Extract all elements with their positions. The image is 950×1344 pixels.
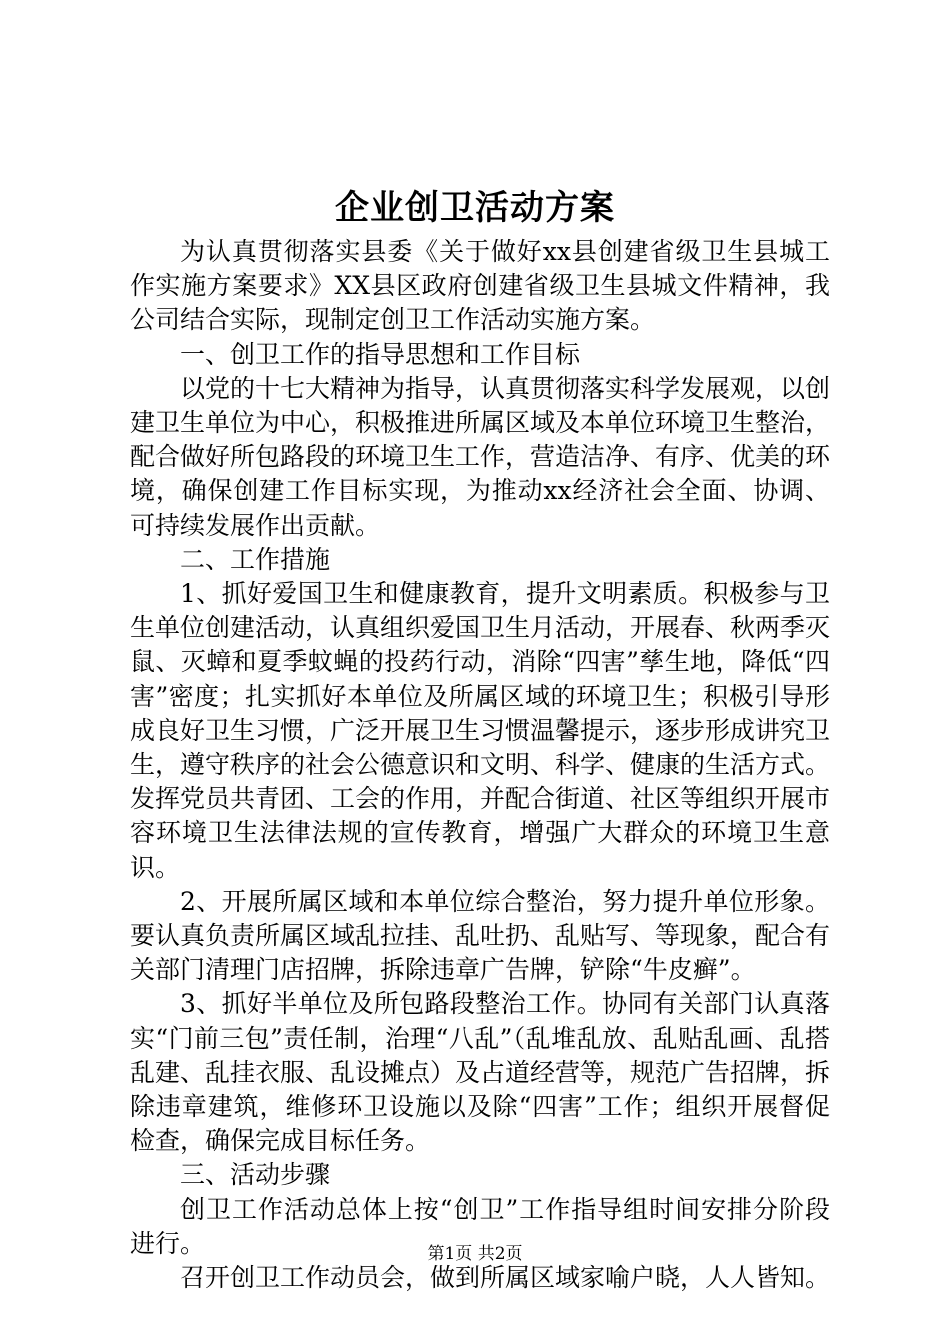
document-body [130,235,830,1295]
paragraph-measure-3: 3、抓好半单位及所包路段整治工作。协同有关部门认真落实“门前三包”责任制，治理“八乱”（乱堆乱放、乱贴乱画、乱搭乱建、乱挂衣服、乱设摊点）及占道经营等，规范广告招牌，拆除违章建筑，维修环卫设施以及除“四害”工作；组织开展督促检查，确保完成目标任务。 [130,989,831,1156]
paragraph-steps-overview: 创卫工作活动总体上按“创卫”工作指导组时间安排分阶段进行。 [130,1194,830,1258]
section-heading-1: 一、创卫工作的指导思想和工作目标 [180,339,581,369]
paragraph-intro: 为认真贯彻落实县委《关于做好xx县创建省级卫生县城工作实施方案要求》XX县区政府创建省级卫生县城文件精神，我公司结合实际，现制定创卫工作活动实施方案。 [130,237,830,335]
paragraph-measure-2: 2、开展所属区域和本单位综合整治，努力提升单位形象。要认真负责所属区域乱拉挂、乱吐扔、乱贴写、等现象，配合有关部门清理门店招牌，拆除违章广告牌，铲除“牛皮癣”。 [130,886,831,985]
section-heading-2: 二、工作措施 [180,544,331,574]
paragraph-measure-1: 1、抓好爱国卫生和健康教育，提升文明素质。积极参与卫生单位创建活动，认真组织爱国卫生月活动，开展春、秋两季灭鼠、灭蟑和夏季蚊蝇的投药行动，消除“四害”孳生地，降低“四害”密度；扎实抓好本单位及所属区域的环境卫生；积极引导形成良好卫生习惯，广泛开展卫生习惯温馨提示，逐步形成讲究卫生，遵守秩序的社会公德意识和文明、科学、健康的生活方式。发挥党员共青团、工会的作用，并配合街道、社区等组织开展市容环境卫生法律法规的宣传教育，增强广大群众的环境卫生意识。 [130,579,831,882]
paragraph-guiding-ideology: 以党的十七大精神为指导，认真贯彻落实科学发展观，以创建卫生单位为中心，积极推进所属区域及本单位环境卫生整治，配合做好所包路段的环境卫生工作，营造洁净、有序、优美的环境，确保创建工作目标实现，为推动xx经济社会全面、协调、可持续发展作出贡献。 [130,373,831,540]
page-footer: 第1页 共2页 [427,1244,523,1264]
section-heading-3: 三、活动步骤 [180,1160,331,1190]
document-title: 企业创卫活动方案 [335,188,615,228]
paragraph-mobilization-meeting: 召开创卫工作动员会，做到所属区域家喻户晓，人人皆知。 [180,1263,831,1293]
